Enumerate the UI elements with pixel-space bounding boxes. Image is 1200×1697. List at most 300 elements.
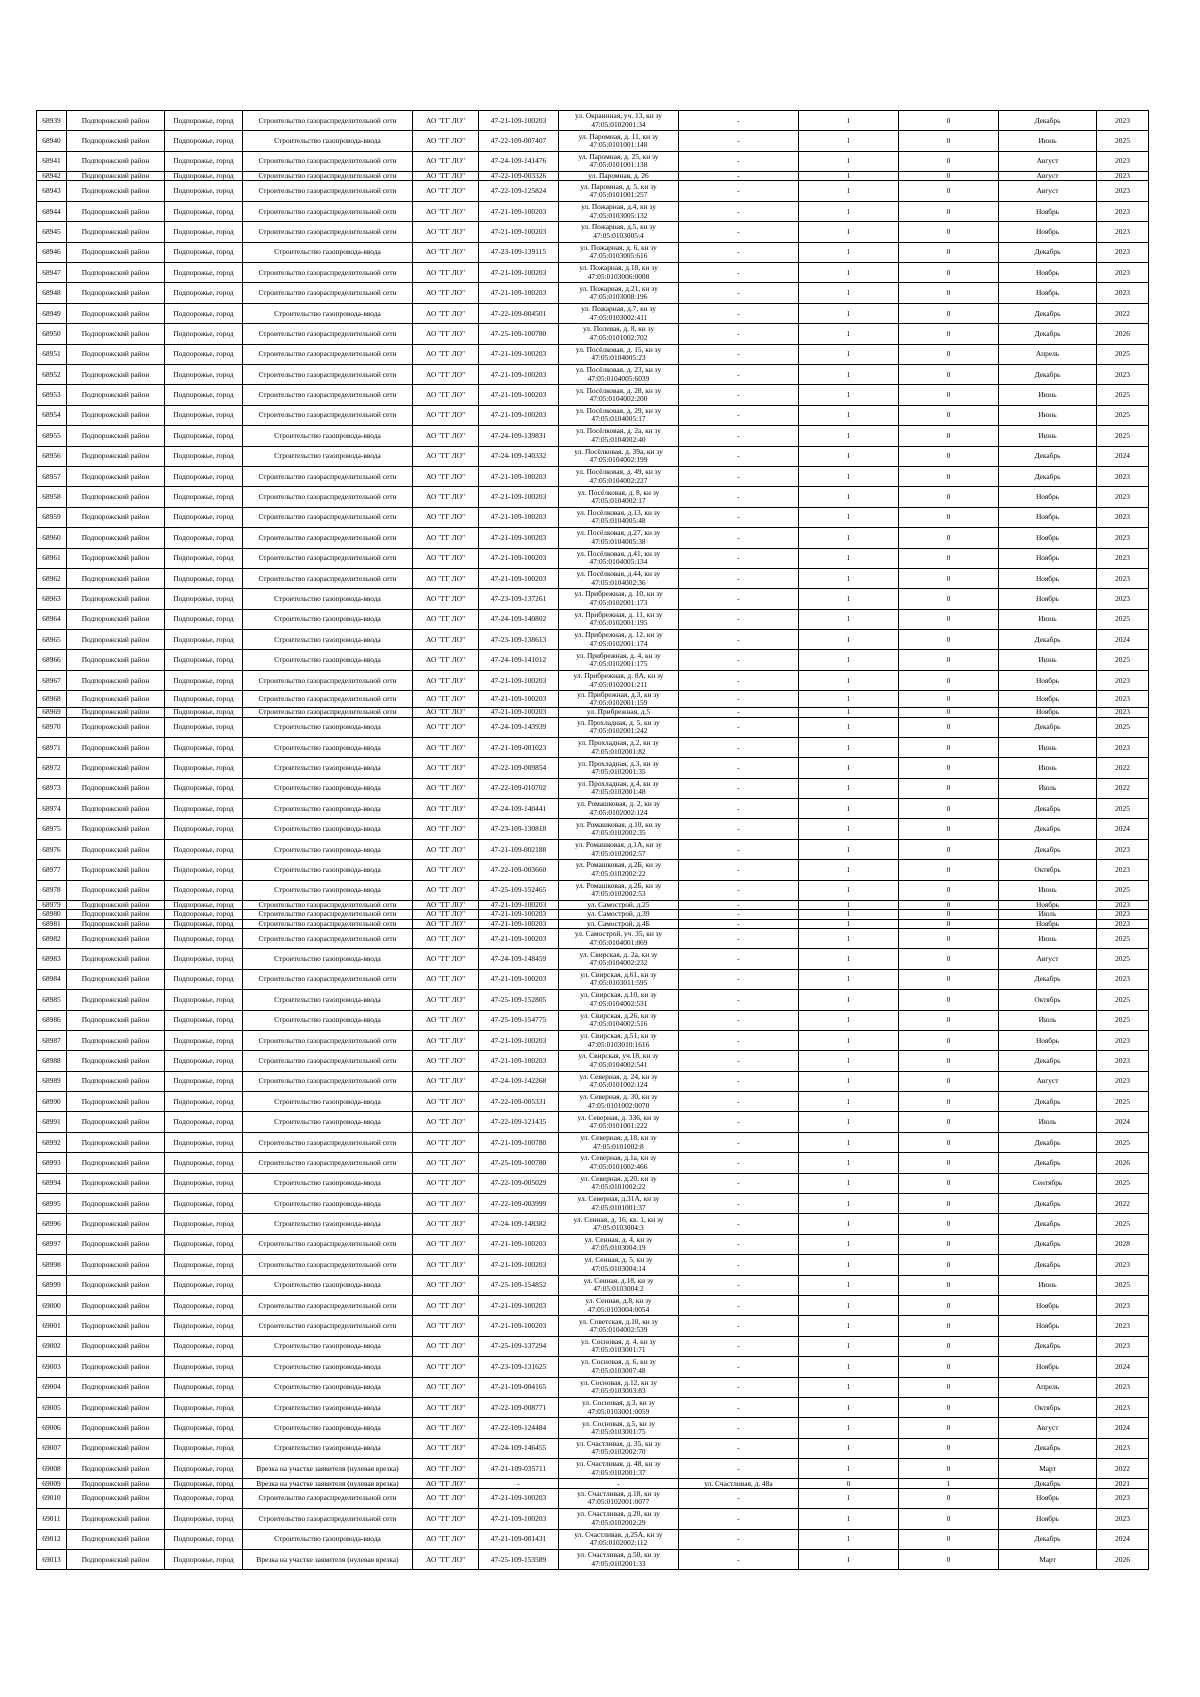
- district-cell: Подпорожский район: [67, 487, 165, 507]
- address-cadastral-cell: ул. Самострой, д.39: [559, 910, 679, 919]
- district-cell: Подпорожский район: [67, 1488, 165, 1508]
- table-row: [37, 1418, 1149, 1438]
- organization-cell: АО "ГГ ЛО": [413, 1010, 479, 1030]
- count-b-cell: 0: [899, 630, 999, 650]
- settlement-cell: Подпорожье, город: [165, 758, 243, 778]
- year-cell: 2025: [1097, 1092, 1149, 1112]
- count-b-cell: 0: [899, 1438, 999, 1458]
- work-type-cell: Строительство газопровода-ввода: [243, 242, 413, 262]
- table-row: [37, 528, 1149, 548]
- year-cell: 2023: [1097, 507, 1149, 527]
- extra-address-cell: -: [679, 910, 799, 919]
- extra-address-cell: -: [679, 990, 799, 1010]
- extra-address-cell: -: [679, 650, 799, 670]
- settlement-cell: Подпорожье, город: [165, 609, 243, 629]
- month-cell: Ноябрь: [999, 487, 1097, 507]
- address-cadastral-cell: ул. Прибрежная, д. 11, кн зу 47:05:0102001:195: [559, 609, 679, 629]
- count-a-cell: 1: [799, 1214, 899, 1234]
- organization-cell: АО "ГГ ЛО": [413, 303, 479, 323]
- district-cell: Подпорожский район: [67, 1051, 165, 1071]
- address-cadastral-cell: ул. Паромная, д. 26: [559, 172, 679, 181]
- address-cadastral-cell: ул. Окраинная, уч. 13, кн зу 47:05:0102001:34: [559, 111, 679, 131]
- settlement-cell: Подпорожье, город: [165, 708, 243, 717]
- address-cadastral-cell: ул. Советская, д.10, кн зу 47:05:0104002:539: [559, 1316, 679, 1336]
- month-cell: Декабрь: [999, 1092, 1097, 1112]
- table-row: [37, 1234, 1149, 1254]
- row-number-cell: 69011: [37, 1509, 67, 1529]
- extra-address-cell: -: [679, 589, 799, 609]
- month-cell: Июнь: [999, 1275, 1097, 1295]
- district-cell: Подпорожский район: [67, 222, 165, 242]
- work-type-cell: Строительство газораспределительной сети: [243, 910, 413, 919]
- row-number-cell: 69001: [37, 1316, 67, 1336]
- month-cell: Ноябрь: [999, 263, 1097, 283]
- settlement-cell: Подпорожье, город: [165, 405, 243, 425]
- month-cell: Июль: [999, 778, 1097, 798]
- count-b-cell: 0: [899, 1549, 999, 1569]
- count-b-cell: 0: [899, 283, 999, 303]
- extra-address-cell: -: [679, 1549, 799, 1569]
- address-cadastral-cell: ул. Полевая, д. 8, кн зу 47:05:0101002:702: [559, 324, 679, 344]
- table-row: [37, 1010, 1149, 1030]
- extra-address-cell: -: [679, 1010, 799, 1030]
- settlement-cell: Подпорожье, город: [165, 1194, 243, 1214]
- row-number-cell: 68996: [37, 1214, 67, 1234]
- year-cell: 2025: [1097, 405, 1149, 425]
- table-row: [37, 324, 1149, 344]
- month-cell: Октябрь: [999, 860, 1097, 880]
- district-cell: Подпорожский район: [67, 650, 165, 670]
- settlement-cell: Подпорожье, город: [165, 1418, 243, 1438]
- count-b-cell: 0: [899, 1336, 999, 1356]
- contract-number-cell: 47-23-109-139115: [479, 242, 559, 262]
- month-cell: Декабрь: [999, 1336, 1097, 1356]
- organization-cell: АО "ГГ ЛО": [413, 487, 479, 507]
- work-type-cell: Строительство газопровода-ввода: [243, 949, 413, 969]
- settlement-cell: Подпорожье, город: [165, 364, 243, 384]
- work-type-cell: Строительство газопровода-ввода: [243, 609, 413, 629]
- contract-number-cell: 47-21-109-100203: [479, 1255, 559, 1275]
- settlement-cell: Подпорожье, город: [165, 691, 243, 708]
- year-cell: 2023: [1097, 1255, 1149, 1275]
- district-cell: Подпорожский район: [67, 283, 165, 303]
- district-cell: Подпорожский район: [67, 949, 165, 969]
- settlement-cell: Подпорожье, город: [165, 1459, 243, 1479]
- address-cadastral-cell: ул. Прибрежная, д.3, кн зу 47:05:0102001:159: [559, 691, 679, 708]
- count-b-cell: 0: [899, 1316, 999, 1336]
- work-type-cell: Строительство газораспределительной сети: [243, 324, 413, 344]
- work-type-cell: Строительство газораспределительной сети: [243, 568, 413, 588]
- extra-address-cell: -: [679, 1488, 799, 1508]
- row-number-cell: 68986: [37, 1010, 67, 1030]
- district-cell: Подпорожский район: [67, 880, 165, 900]
- extra-address-cell: -: [679, 1173, 799, 1193]
- count-b-cell: 0: [899, 1255, 999, 1275]
- row-number-cell: 69013: [37, 1549, 67, 1569]
- district-cell: Подпорожский район: [67, 919, 165, 928]
- year-cell: 2023: [1097, 1438, 1149, 1458]
- row-number-cell: 68969: [37, 708, 67, 717]
- settlement-cell: Подпорожье, город: [165, 111, 243, 131]
- count-b-cell: 0: [899, 364, 999, 384]
- count-a-cell: 1: [799, 405, 899, 425]
- extra-address-cell: -: [679, 670, 799, 690]
- extra-address-cell: -: [679, 717, 799, 737]
- contract-number-cell: 47-21-109-100203: [479, 507, 559, 527]
- district-cell: Подпорожский район: [67, 568, 165, 588]
- district-cell: Подпорожский район: [67, 548, 165, 568]
- month-cell: Март: [999, 1549, 1097, 1569]
- organization-cell: АО "ГГ ЛО": [413, 151, 479, 171]
- work-type-cell: Строительство газопровода-ввода: [243, 880, 413, 900]
- work-type-cell: Строительство газораспределительной сети: [243, 1030, 413, 1050]
- address-cadastral-cell: ул. Северная, д.20, кн зу 47:05:0101002:22: [559, 1173, 679, 1193]
- work-type-cell: Строительство газопровода-ввода: [243, 778, 413, 798]
- table-row: [37, 1071, 1149, 1091]
- count-b-cell: 0: [899, 426, 999, 446]
- extra-address-cell: -: [679, 344, 799, 364]
- address-cadastral-cell: ул. Северная, д.18, кн зу 47:05:0101002:8: [559, 1132, 679, 1152]
- settlement-cell: Подпорожье, город: [165, 1295, 243, 1315]
- settlement-cell: Подпорожье, город: [165, 303, 243, 323]
- month-cell: Ноябрь: [999, 548, 1097, 568]
- contract-number-cell: 47-21-109-100203: [479, 928, 559, 948]
- table-row: [37, 609, 1149, 629]
- settlement-cell: Подпорожье, город: [165, 222, 243, 242]
- month-cell: Декабрь: [999, 1529, 1097, 1549]
- count-a-cell: 1: [799, 1357, 899, 1377]
- year-cell: 2026: [1097, 1153, 1149, 1173]
- row-number-cell: 68949: [37, 303, 67, 323]
- contract-number-cell: 47-21-109-100203: [479, 708, 559, 717]
- extra-address-cell: -: [679, 949, 799, 969]
- organization-cell: АО "ГГ ЛО": [413, 1255, 479, 1275]
- settlement-cell: Подпорожье, город: [165, 1357, 243, 1377]
- count-a-cell: 1: [799, 1173, 899, 1193]
- settlement-cell: Подпорожье, город: [165, 1051, 243, 1071]
- contract-number-cell: 47-22-109-003660: [479, 860, 559, 880]
- address-cadastral-cell: ул. Свирская, д.51, кн зу 47:05:0103010:1616: [559, 1030, 679, 1050]
- settlement-cell: Подпорожье, город: [165, 201, 243, 221]
- count-b-cell: 0: [899, 708, 999, 717]
- work-type-cell: Строительство газораспределительной сети: [243, 919, 413, 928]
- row-number-cell: 68958: [37, 487, 67, 507]
- contract-number-cell: 47-24-109-143939: [479, 717, 559, 737]
- settlement-cell: Подпорожье, город: [165, 778, 243, 798]
- count-b-cell: 0: [899, 172, 999, 181]
- month-cell: Июнь: [999, 758, 1097, 778]
- row-number-cell: 68939: [37, 111, 67, 131]
- year-cell: 2026: [1097, 324, 1149, 344]
- count-a-cell: 1: [799, 385, 899, 405]
- contract-number-cell: 47-25-109-100780: [479, 1153, 559, 1173]
- count-a-cell: 1: [799, 650, 899, 670]
- year-cell: 2023: [1097, 670, 1149, 690]
- district-cell: Подпорожский район: [67, 928, 165, 948]
- table-body: [37, 111, 1149, 1570]
- count-b-cell: 0: [899, 405, 999, 425]
- work-type-cell: Строительство газораспределительной сети: [243, 1132, 413, 1152]
- row-number-cell: 68981: [37, 919, 67, 928]
- contract-number-cell: 47-22-109-003999: [479, 1194, 559, 1214]
- organization-cell: АО "ГГ ЛО": [413, 928, 479, 948]
- count-a-cell: 1: [799, 528, 899, 548]
- month-cell: Декабрь: [999, 839, 1097, 859]
- row-number-cell: 69006: [37, 1418, 67, 1438]
- work-type-cell: Строительство газораспределительной сети: [243, 1295, 413, 1315]
- extra-address-cell: -: [679, 860, 799, 880]
- row-number-cell: 69009: [37, 1479, 67, 1488]
- year-cell: 2025: [1097, 609, 1149, 629]
- address-cadastral-cell: ул. Сенная, д. 16, кв. 1, кн зу 47:05:0103004:3: [559, 1214, 679, 1234]
- table-row: [37, 758, 1149, 778]
- count-b-cell: 0: [899, 385, 999, 405]
- address-cadastral-cell: ул. Северная, д. 30, кн зу 47:05:0101002:0070: [559, 1092, 679, 1112]
- extra-address-cell: -: [679, 1030, 799, 1050]
- extra-address-cell: -: [679, 263, 799, 283]
- settlement-cell: Подпорожье, город: [165, 507, 243, 527]
- row-number-cell: 69005: [37, 1397, 67, 1417]
- extra-address-cell: -: [679, 708, 799, 717]
- count-a-cell: 1: [799, 839, 899, 859]
- table-row: [37, 111, 1149, 131]
- count-b-cell: 0: [899, 548, 999, 568]
- count-a-cell: 1: [799, 737, 899, 757]
- month-cell: Август: [999, 1071, 1097, 1091]
- year-cell: 2025: [1097, 880, 1149, 900]
- row-number-cell: 68990: [37, 1092, 67, 1112]
- month-cell: Ноябрь: [999, 201, 1097, 221]
- district-cell: Подпорожский район: [67, 691, 165, 708]
- work-type-cell: Строительство газораспределительной сети: [243, 385, 413, 405]
- table-row: [37, 1255, 1149, 1275]
- month-cell: Декабрь: [999, 242, 1097, 262]
- extra-address-cell: -: [679, 131, 799, 151]
- address-cadastral-cell: ул. Посёлковая, д. 2а, кн зу 47:05:0104002:40: [559, 426, 679, 446]
- month-cell: Ноябрь: [999, 1357, 1097, 1377]
- settlement-cell: Подпорожье, город: [165, 1132, 243, 1152]
- organization-cell: АО "ГГ ЛО": [413, 111, 479, 131]
- address-cadastral-cell: ул. Посёлковая, д. 49, кн зу 47:05:0104002:227: [559, 466, 679, 486]
- count-a-cell: 1: [799, 990, 899, 1010]
- extra-address-cell: -: [679, 1418, 799, 1438]
- settlement-cell: Подпорожье, город: [165, 242, 243, 262]
- extra-address-cell: -: [679, 446, 799, 466]
- contract-number-cell: 47-22-109-007407: [479, 131, 559, 151]
- month-cell: Декабрь: [999, 1194, 1097, 1214]
- settlement-cell: Подпорожье, город: [165, 344, 243, 364]
- count-b-cell: 0: [899, 910, 999, 919]
- count-a-cell: 1: [799, 1438, 899, 1458]
- row-number-cell: 68995: [37, 1194, 67, 1214]
- settlement-cell: Подпорожье, город: [165, 670, 243, 690]
- row-number-cell: 68974: [37, 799, 67, 819]
- district-cell: Подпорожский район: [67, 1214, 165, 1234]
- organization-cell: АО "ГГ ЛО": [413, 172, 479, 181]
- address-cadastral-cell: ул. Счастливая, д. 48, кн зу 47:05:0102001:37: [559, 1459, 679, 1479]
- work-type-cell: Строительство газопровода-ввода: [243, 630, 413, 650]
- month-cell: Ноябрь: [999, 507, 1097, 527]
- organization-cell: АО "ГГ ЛО": [413, 901, 479, 910]
- district-cell: Подпорожский район: [67, 364, 165, 384]
- month-cell: Декабрь: [999, 446, 1097, 466]
- work-type-cell: Строительство газопровода-ввода: [243, 1377, 413, 1397]
- row-number-cell: 68992: [37, 1132, 67, 1152]
- extra-address-cell: -: [679, 737, 799, 757]
- address-cadastral-cell: ул. Сенная, д.8, кн зу 47:05:0103004:0054: [559, 1295, 679, 1315]
- settlement-cell: Подпорожье, город: [165, 910, 243, 919]
- month-cell: Октябрь: [999, 990, 1097, 1010]
- count-b-cell: 0: [899, 487, 999, 507]
- table-row: [37, 1479, 1149, 1488]
- row-number-cell: 68973: [37, 778, 67, 798]
- organization-cell: АО "ГГ ЛО": [413, 181, 479, 201]
- extra-address-cell: -: [679, 609, 799, 629]
- contract-number-cell: 47-25-109-152465: [479, 880, 559, 900]
- row-number-cell: 68984: [37, 969, 67, 989]
- work-type-cell: Строительство газопровода-ввода: [243, 1336, 413, 1356]
- settlement-cell: Подпорожье, город: [165, 1255, 243, 1275]
- month-cell: Июнь: [999, 131, 1097, 151]
- settlement-cell: Подпорожье, город: [165, 131, 243, 151]
- contract-number-cell: 47-22-109-121435: [479, 1112, 559, 1132]
- count-a-cell: 1: [799, 426, 899, 446]
- count-a-cell: 1: [799, 1255, 899, 1275]
- year-cell: 2024: [1097, 630, 1149, 650]
- count-a-cell: 1: [799, 181, 899, 201]
- address-cadastral-cell: ул. Счастливая, д. 35, кн зу 47:05:0102002:70: [559, 1438, 679, 1458]
- address-cadastral-cell: ул. Свирская, д.26, кн зу 47:05:0104002:516: [559, 1010, 679, 1030]
- table-row: [37, 131, 1149, 151]
- contract-number-cell: 47-21-109-100203: [479, 1316, 559, 1336]
- work-type-cell: Строительство газопровода-ввода: [243, 737, 413, 757]
- organization-cell: АО "ГГ ЛО": [413, 1377, 479, 1397]
- district-cell: Подпорожский район: [67, 1529, 165, 1549]
- address-cadastral-cell: ул. Прохладная, д.3, кн зу 47:05:0102001:35: [559, 758, 679, 778]
- row-number-cell: 68991: [37, 1112, 67, 1132]
- month-cell: Июнь: [999, 385, 1097, 405]
- organization-cell: АО "ГГ ЛО": [413, 630, 479, 650]
- address-cadastral-cell: ул. Счастливая, д.50, кн зу 47:05:0102001:33: [559, 1549, 679, 1569]
- table-row: [37, 630, 1149, 650]
- organization-cell: АО "ГГ ЛО": [413, 1479, 479, 1488]
- count-a-cell: 1: [799, 344, 899, 364]
- extra-address-cell: -: [679, 1214, 799, 1234]
- month-cell: Декабрь: [999, 324, 1097, 344]
- row-number-cell: 68976: [37, 839, 67, 859]
- row-number-cell: 68963: [37, 589, 67, 609]
- district-cell: Подпорожский район: [67, 344, 165, 364]
- year-cell: 2025: [1097, 717, 1149, 737]
- work-type-cell: Строительство газораспределительной сети: [243, 172, 413, 181]
- table-row: [37, 969, 1149, 989]
- month-cell: Декабрь: [999, 111, 1097, 131]
- district-cell: Подпорожский район: [67, 1316, 165, 1336]
- count-b-cell: 0: [899, 1275, 999, 1295]
- count-b-cell: 0: [899, 1194, 999, 1214]
- extra-address-cell: -: [679, 969, 799, 989]
- row-number-cell: 69007: [37, 1438, 67, 1458]
- data-table: [36, 110, 1149, 1570]
- contract-number-cell: 47-24-109-141012: [479, 650, 559, 670]
- table-row: [37, 1051, 1149, 1071]
- settlement-cell: Подпорожье, город: [165, 717, 243, 737]
- count-b-cell: 0: [899, 181, 999, 201]
- settlement-cell: Подпорожье, город: [165, 589, 243, 609]
- settlement-cell: Подпорожье, город: [165, 880, 243, 900]
- count-a-cell: 1: [799, 910, 899, 919]
- table-row: [37, 1194, 1149, 1214]
- row-number-cell: 68971: [37, 737, 67, 757]
- count-b-cell: 0: [899, 151, 999, 171]
- organization-cell: АО "ГГ ЛО": [413, 1357, 479, 1377]
- table-row: [37, 949, 1149, 969]
- district-cell: Подпорожский район: [67, 910, 165, 919]
- address-cadastral-cell: ул. Пожарная, д.21, кн зу 47:05:0103008:196: [559, 283, 679, 303]
- work-type-cell: Строительство газораспределительной сети: [243, 691, 413, 708]
- work-type-cell: Строительство газораспределительной сети: [243, 928, 413, 948]
- district-cell: Подпорожский район: [67, 426, 165, 446]
- table-row: [37, 778, 1149, 798]
- month-cell: Декабрь: [999, 466, 1097, 486]
- work-type-cell: Строительство газопровода-ввода: [243, 1529, 413, 1549]
- settlement-cell: Подпорожье, город: [165, 1316, 243, 1336]
- count-a-cell: 1: [799, 548, 899, 568]
- extra-address-cell: -: [679, 528, 799, 548]
- address-cadastral-cell: ул. Паромная, д. 11, кн зу 47:05:0101001:148: [559, 131, 679, 151]
- work-type-cell: Строительство газопровода-ввода: [243, 860, 413, 880]
- count-b-cell: 0: [899, 670, 999, 690]
- organization-cell: АО "ГГ ЛО": [413, 799, 479, 819]
- organization-cell: АО "ГГ ЛО": [413, 364, 479, 384]
- month-cell: Декабрь: [999, 717, 1097, 737]
- district-cell: Подпорожский район: [67, 901, 165, 910]
- organization-cell: АО "ГГ ЛО": [413, 1397, 479, 1417]
- district-cell: Подпорожский район: [67, 1071, 165, 1091]
- table-row: [37, 172, 1149, 181]
- work-type-cell: Строительство газораспределительной сети: [243, 1071, 413, 1091]
- year-cell: 2024: [1097, 1112, 1149, 1132]
- address-cadastral-cell: ул. Свирская, д.10, кн зу 47:05:0104002:531: [559, 990, 679, 1010]
- organization-cell: АО "ГГ ЛО": [413, 131, 479, 151]
- extra-address-cell: -: [679, 405, 799, 425]
- contract-number-cell: 47-24-109-140332: [479, 446, 559, 466]
- count-a-cell: 1: [799, 1030, 899, 1050]
- contract-number-cell: 47-21-109-035711: [479, 1459, 559, 1479]
- count-a-cell: 1: [799, 691, 899, 708]
- row-number-cell: 69010: [37, 1488, 67, 1508]
- table-row: [37, 181, 1149, 201]
- extra-address-cell: -: [679, 1336, 799, 1356]
- count-a-cell: 1: [799, 446, 899, 466]
- count-b-cell: 0: [899, 880, 999, 900]
- row-number-cell: 68979: [37, 901, 67, 910]
- table-row: [37, 385, 1149, 405]
- contract-number-cell: 47-23-109-130818: [479, 819, 559, 839]
- month-cell: Ноябрь: [999, 901, 1097, 910]
- year-cell: 2024: [1097, 1357, 1149, 1377]
- count-a-cell: 1: [799, 670, 899, 690]
- work-type-cell: Строительство газораспределительной сети: [243, 1153, 413, 1173]
- contract-number-cell: 47-21-109-100203: [479, 691, 559, 708]
- contract-number-cell: 47-24-109-140441: [479, 799, 559, 819]
- address-cadastral-cell: ул. Посёлковая, д. 39а, кн зу 47:05:0104002:199: [559, 446, 679, 466]
- month-cell: Декабрь: [999, 364, 1097, 384]
- work-type-cell: Строительство газораспределительной сети: [243, 1051, 413, 1071]
- extra-address-cell: -: [679, 1316, 799, 1336]
- count-b-cell: 0: [899, 609, 999, 629]
- district-cell: Подпорожский район: [67, 385, 165, 405]
